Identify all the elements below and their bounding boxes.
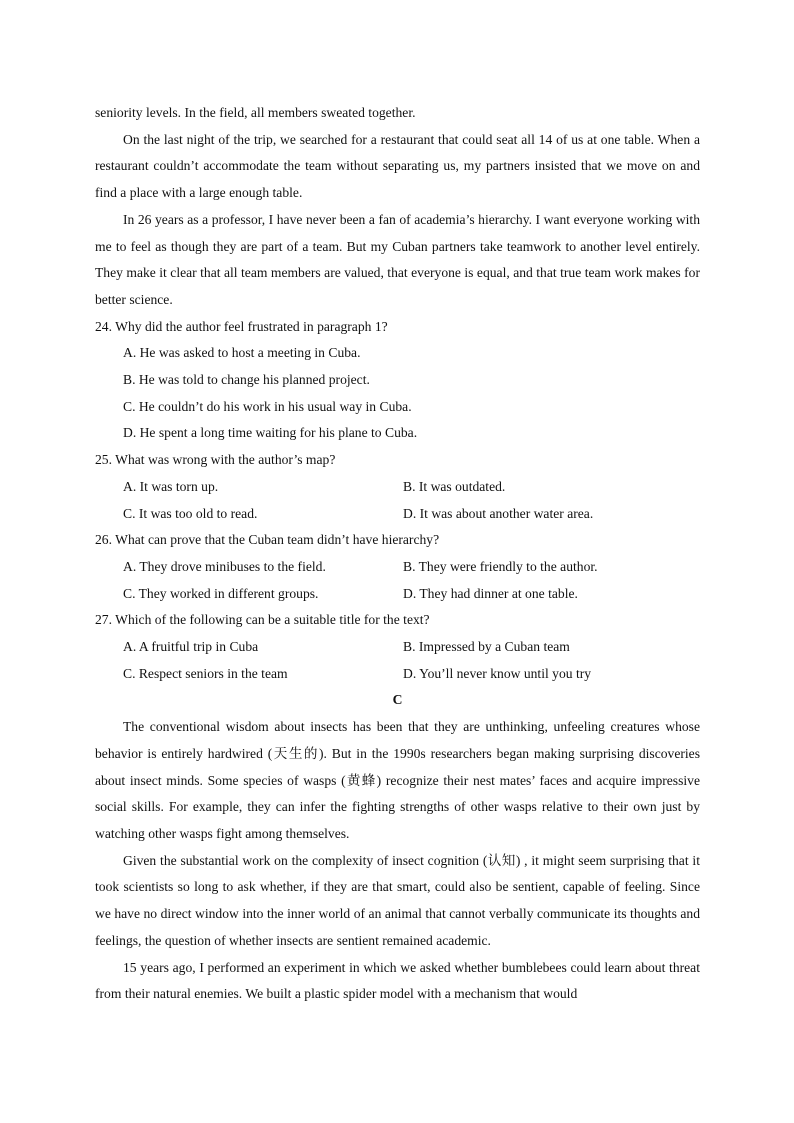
passage-paragraph: The conventional wisdom about insects has been that they are unthinking, unfeeling creatures whose behavior is entirely hardwired (天生的). But in the 1990s researchers began making surprising discoveries about insect minds. Some species of wasps (黄蜂) recognize their nest mates’ faces and acquire impressive social skills. For example, they can infer the fighting strengths of other wasps relative to their own just by watching other wasps fight among themselves. xyxy=(95,719,700,841)
document-page xyxy=(95,100,700,1008)
passage-paragraph: seniority levels. In the field, all members sweated together. xyxy=(95,105,416,120)
question-26-option-b: B. They were friendly to the author. xyxy=(403,558,598,574)
question-25-options-row xyxy=(95,474,700,501)
section-heading: C xyxy=(392,692,403,708)
passage-paragraph: On the last night of the trip, we searched for a restaurant that could seat all 14 of us at one table. When a restaurant couldn’t accommodate the team without separating us, my partners insisted that we move on and find a place with a large enough table. xyxy=(95,131,700,201)
question-24-option-d: D. He spent a long time waiting for his plane to Cuba. xyxy=(123,425,418,441)
question-25-option-c: C. It was too old to read. xyxy=(123,505,258,521)
question-25-options-row xyxy=(95,501,700,528)
question-27-option-a: A. A fruitful trip in Cuba xyxy=(123,639,259,655)
question-24-stem: 24. Why did the author feel frustrated in paragraph 1? xyxy=(95,318,388,334)
question-26-option-c: C. They worked in different groups. xyxy=(123,585,319,601)
question-26-stem: 26. What can prove that the Cuban team didn’t have hierarchy? xyxy=(95,532,440,548)
question-24-option-b: B. He was told to change his planned project. xyxy=(123,372,370,388)
question-26-option-a: A. They drove minibuses to the field. xyxy=(123,558,326,574)
question-25-option-b: B. It was outdated. xyxy=(403,478,506,494)
question-27-option-d: D. You’ll never know until you try xyxy=(403,665,592,681)
question-26-options-row xyxy=(95,554,700,581)
question-27-option-b: B. Impressed by a Cuban team xyxy=(403,639,570,655)
question-25-option-d: D. It was about another water area. xyxy=(403,505,594,521)
question-26-option-d: D. They had dinner at one table. xyxy=(403,585,578,601)
question-27-stem: 27. Which of the following can be a suitable title for the text? xyxy=(95,612,430,628)
question-24-option-a: A. He was asked to host a meeting in Cuba. xyxy=(123,345,361,361)
question-27-option-c: C. Respect seniors in the team xyxy=(123,665,288,681)
question-26-options-row xyxy=(95,581,700,608)
passage-paragraph: 15 years ago, I performed an experiment in which we asked whether bumblebees could learn about threat from their natural enemies. We built a plastic spider model with a mechanism that would xyxy=(95,959,700,1002)
question-27-options-row xyxy=(95,634,700,661)
question-27-options-row xyxy=(95,661,700,688)
question-25-stem: 25. What was wrong with the author’s map? xyxy=(95,452,336,468)
question-25-option-a: A. It was torn up. xyxy=(123,478,219,494)
passage-paragraph: Given the substantial work on the complexity of insect cognition (认知) , it might seem surprising that it took scientists so long to ask whether, if they are that smart, could also be sentient, capable of feeling. Since we have no direct window into the inner world of an animal that cannot verbally communicate its thoughts and feelings, the question of whether insects are sentient remained academic. xyxy=(95,852,700,948)
question-24-option-c: C. He couldn’t do his work in his usual way in Cuba. xyxy=(123,398,412,414)
passage-paragraph: In 26 years as a professor, I have never been a fan of academia’s hierarchy. I want everyone working with me to feel as though they are part of a team. But my Cuban partners take teamwork to another level entirely. They make it clear that all team members are valued, that everyone is equal, and that true team work makes for better science. xyxy=(95,211,700,307)
